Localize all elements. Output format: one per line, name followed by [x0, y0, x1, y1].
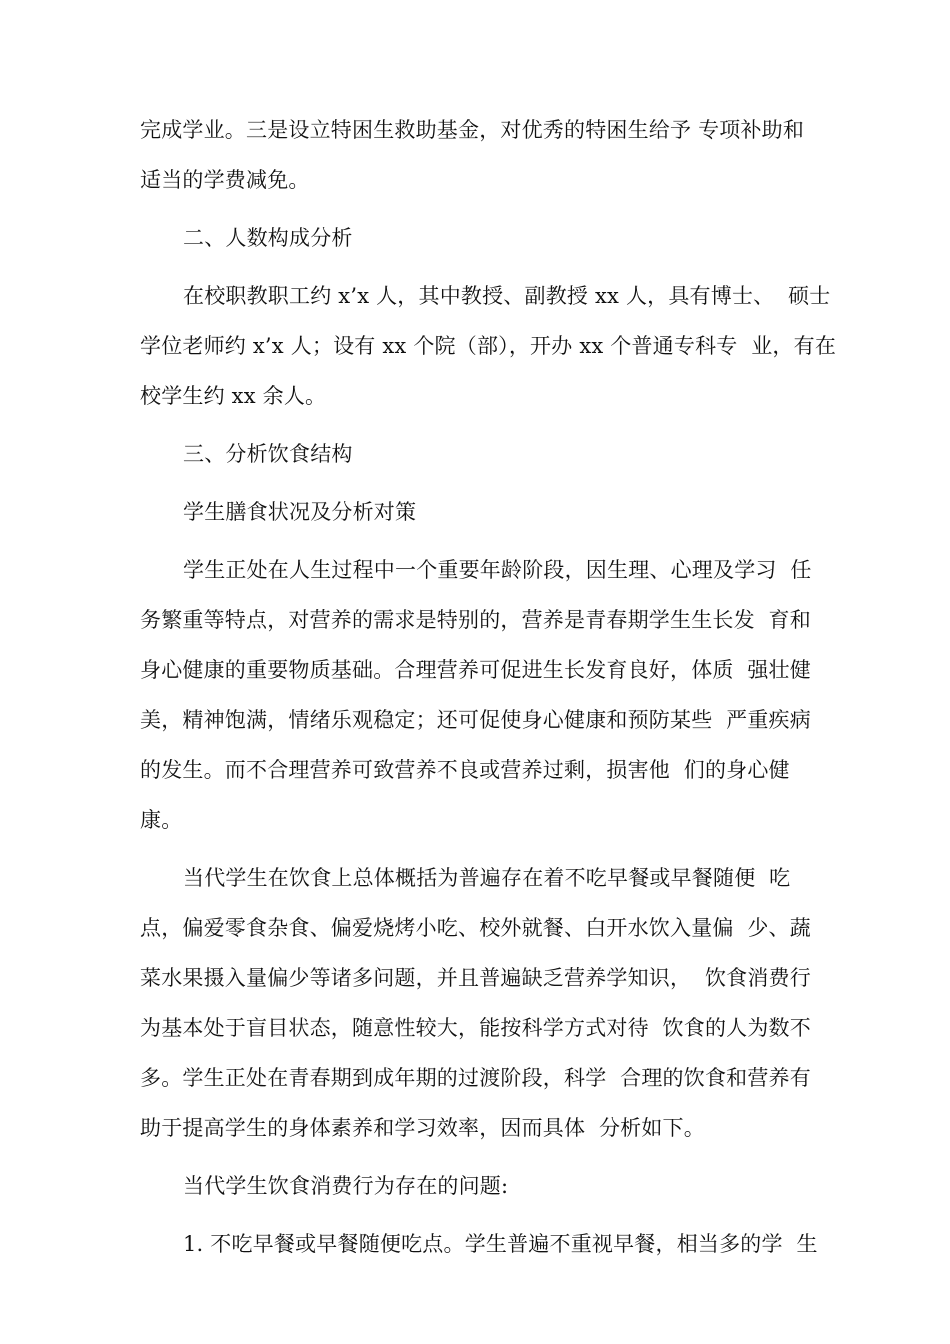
section-heading-2: 二、人数构成分析	[183, 226, 353, 250]
text-line-4: 在校职教职工约 x’x 人，其中教授、副教授 xx 人，具有博士、 硕士	[183, 284, 831, 308]
text-line-11: 身心健康的重要物质基础。合理营养可促进生长发育良好，体质 强壮健	[140, 658, 811, 682]
text-line-1: 完成学业。三是设立特困生救助基金，对优秀的特困生给予 专项补助和	[140, 118, 805, 142]
text-line-9: 学生正处在人生过程中一个重要年龄阶段，因生理、心理及学习 任	[183, 558, 812, 582]
text-line-10: 务繁重等特点，对营养的需求是特别的，营养是青春期学生生长发 育和	[140, 608, 811, 632]
text-line-15: 当代学生在饮食上总体概括为普遍存在着不吃早餐或早餐随便 吃	[183, 866, 791, 890]
text-line-16: 点，偏爱零食杂食、偏爱烧烤小吃、校外就餐、白开水饮入量偏 少、蔬	[140, 916, 811, 940]
text-line-12: 美，精神饱满，情绪乐观稳定；还可促使身心健康和预防某些 严重疾病	[140, 708, 811, 732]
text-line-21: 当代学生饮食消费行为存在的问题:	[183, 1174, 509, 1198]
text-line-14: 康。	[140, 808, 183, 832]
text-line-5: 学位老师约 x’x 人；设有 xx 个院（部），开办 xx 个普通专科专 业，有在	[140, 334, 837, 358]
text-line-17: 菜水果摄入量偏少等诸多问题，并且普遍缺乏营养学知识， 饮食消费行	[140, 966, 811, 990]
text-line-18: 为基本处于盲目状态，随意性较大，能按科学方式对待 饮食的人为数不	[140, 1016, 811, 1040]
document-page	[140, 118, 837, 1256]
subsection-heading: 学生膳食状况及分析对策	[183, 500, 417, 524]
text-line-19: 多。学生正处在青春期到成年期的过渡阶段，科学 合理的饮食和营养有	[140, 1066, 811, 1090]
text-line-6: 校学生约 xx 余人。	[140, 384, 327, 408]
text-line-20: 助于提高学生的身体素养和学习效率，因而具体 分析如下。	[140, 1116, 705, 1140]
list-item-1: 1. 不吃早餐或早餐随便吃点。学生普遍不重视早餐，相当多的学 生	[183, 1232, 818, 1256]
text-line-13: 的发生。而不合理营养可致营养不良或营养过剩，损害他 们的身心健	[140, 758, 790, 782]
text-line-2: 适当的学费减免。	[140, 168, 310, 192]
section-heading-3: 三、分析饮食结构	[183, 442, 353, 466]
